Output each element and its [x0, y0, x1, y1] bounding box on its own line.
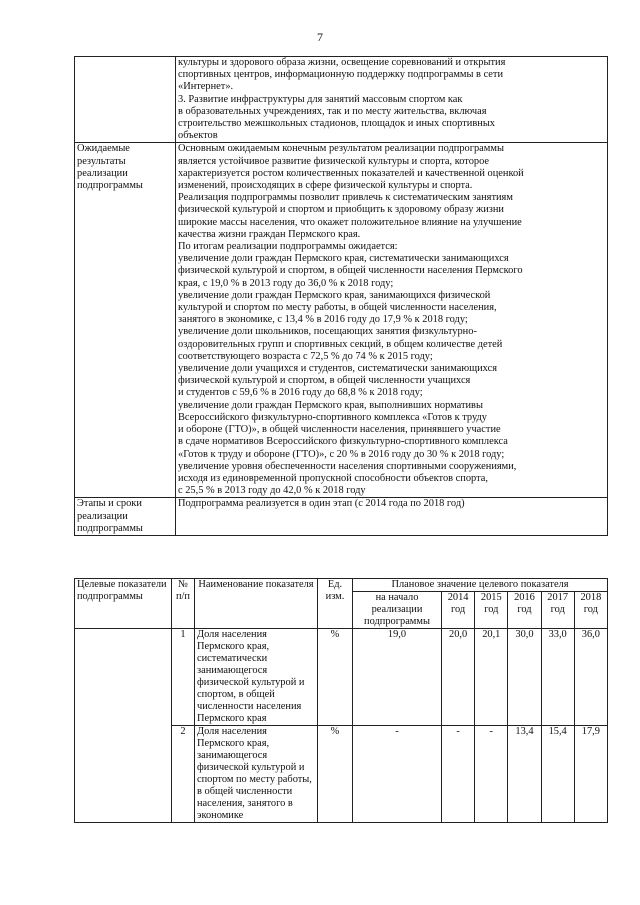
expected-results-label: Ожидаемые результаты реализации подпрограммы	[75, 143, 176, 498]
indicator-value: 20,0	[442, 629, 475, 726]
text-line: и обороне (ГТО)», в общей численности населения, принявшего участие	[178, 424, 501, 436]
empty-label-cell	[75, 629, 172, 823]
target-indicators-table	[74, 578, 608, 823]
header-row	[75, 579, 608, 592]
table-row	[75, 57, 608, 143]
text-line: физической культурой и спортом, в общей численности населения Пермского	[178, 265, 523, 277]
row-number: 2	[172, 726, 195, 823]
column-header-year: 2018 год	[574, 592, 607, 629]
text-line: увеличение доли граждан Пермского края, систематически занимающихся	[178, 253, 509, 265]
indicator-value: 36,0	[574, 629, 607, 726]
text-line: является устойчивое развитие физической культуры и спорта, которое	[178, 155, 490, 167]
column-header-year: 2016 год	[508, 592, 541, 629]
text-line: качества жизни граждан Пермского края.	[178, 228, 361, 240]
text-line: занятого в экономике, с 13,4 % в 2016 году до 17,9 % к 2018 году;	[178, 314, 468, 326]
text-line: физической культурой и спортом и приобщить к здоровому образу жизни	[178, 204, 504, 216]
text-line: соответствующего возраста с 72,5 % до 74 % к 2015 году;	[178, 350, 433, 362]
indicator-name: Доля населения Пермского края, систематически занимающегося физической культурой и спортом, в общей численности населения Пермского края	[195, 629, 318, 726]
indicator-value: 17,9	[574, 726, 607, 823]
table-row	[75, 498, 608, 536]
indicator-value: -	[475, 726, 508, 823]
text-line: строительство межшкольных стадионов, площадок и иных спортивных	[178, 118, 495, 130]
text-line: края, с 19,0 % в 2013 году до 36,0 % к 2018 году;	[178, 277, 394, 289]
text-line: спортивных центров, информационную поддержку подпрограммы в сети	[178, 69, 504, 81]
text-line: культурой и спортом по месту работы, в общей численности населения,	[178, 302, 497, 314]
indicator-unit: %	[318, 726, 353, 823]
text-line: увеличение уровня обеспеченности населения спортивными сооружениями,	[178, 460, 517, 472]
empty-label-cell	[75, 57, 176, 143]
plan-values-header: Плановое значение целевого показателя	[353, 579, 608, 592]
column-header-year: 2017 год	[541, 592, 574, 629]
indicator-base-value: -	[353, 726, 442, 823]
column-header-year: 2015 год	[475, 592, 508, 629]
column-header-no: № п/п	[172, 579, 195, 629]
text-line: «Интернет».	[178, 81, 234, 93]
row-number: 1	[172, 629, 195, 726]
text-line: 3. Развитие инфраструктуры для занятий массовым спортом как	[178, 93, 463, 105]
column-header-name: Наименование показателя	[195, 579, 318, 629]
text-line: увеличение доли школьников, посещающих занятия физкультурно-	[178, 326, 477, 338]
indicator-name: Доля населения Пермского края, занимающегося физической культурой и спортом по месту работы, в общей численности населения, занятого в экономике	[195, 726, 318, 823]
stages-cell: Подпрограмма реализуется в один этап (с 2014 года по 2018 год)	[176, 498, 608, 536]
text-line: увеличение доли учащихся и студентов, систематически занимающихся	[178, 363, 497, 375]
column-header-unit: Ед. изм.	[318, 579, 353, 629]
text-line: в сдаче нормативов Всероссийского физкультурно-спортивного комплекса	[178, 436, 508, 448]
table-row	[75, 143, 608, 498]
text-line: и студентов с 59,6 % в 2016 году до 68,8 % к 2018 году;	[178, 387, 423, 399]
table-row	[75, 629, 608, 726]
text-line: исходя из единовременной пропускной способности объектов спорта,	[178, 472, 488, 484]
column-header-base: на начало реализации подпрограммы	[353, 592, 442, 629]
indicator-value: 33,0	[541, 629, 574, 726]
indicator-unit: %	[318, 629, 353, 726]
indicator-value: 15,4	[541, 726, 574, 823]
text-line: «Готов к труду и обороне (ГТО)», с 20 % в 2016 году до 30 % к 2018 году;	[178, 448, 505, 460]
page-number: 7	[317, 30, 323, 44]
text-line: с 25,5 % в 2013 году до 42,0 % к 2018 году	[178, 485, 366, 497]
tasks-continuation-cell	[176, 57, 608, 143]
column-header-year: 2014 год	[442, 592, 475, 629]
text-line: увеличение доли граждан Пермского края, выполнивших нормативы	[178, 399, 483, 411]
indicator-value: 13,4	[508, 726, 541, 823]
text-line: физической культурой и спортом, в общей численности учащихся	[178, 375, 471, 387]
indicator-value: 20,1	[475, 629, 508, 726]
text-line: Основным ожидаемым конечным результатом реализации подпрограммы	[178, 143, 504, 155]
text-line: увеличение доли граждан Пермского края, занимающихся физической	[178, 289, 491, 301]
text-line: культуры и здорового образа жизни, освещение соревнований и открытия	[178, 57, 506, 68]
indicator-value: -	[442, 726, 475, 823]
stages-label: Этапы и сроки реализации подпрограммы	[75, 498, 176, 536]
indicator-base-value: 19,0	[353, 629, 442, 726]
text-line: По итогам реализации подпрограммы ожидается:	[178, 241, 398, 253]
text-line: Реализация подпрограммы позволит привлечь к систематическим занятиям	[178, 192, 513, 204]
text-line: объектов	[178, 130, 218, 142]
text-line: Всероссийского физкультурно-спортивного комплекса «Готов к труду	[178, 411, 487, 423]
text-line: широкие массы населения, что окажет положительное влияние на улучшение	[178, 216, 522, 228]
expected-results-cell	[176, 143, 608, 498]
text-line: изменений, происходящих в сфере физической культуры и спорта.	[178, 180, 473, 192]
subprogram-passport-table	[74, 56, 608, 536]
indicator-value: 30,0	[508, 629, 541, 726]
text-line: в образовательных учреждениях, так и по месту жительства, включая	[178, 105, 487, 117]
text-line: оздоровительных групп и спортивных секций, в общем количестве детей	[178, 338, 503, 350]
target-indicators-label: Целевые показатели подпрограммы	[75, 579, 172, 629]
text-line: характеризуется ростом количественных показателей и качественной оценкой	[178, 167, 524, 179]
